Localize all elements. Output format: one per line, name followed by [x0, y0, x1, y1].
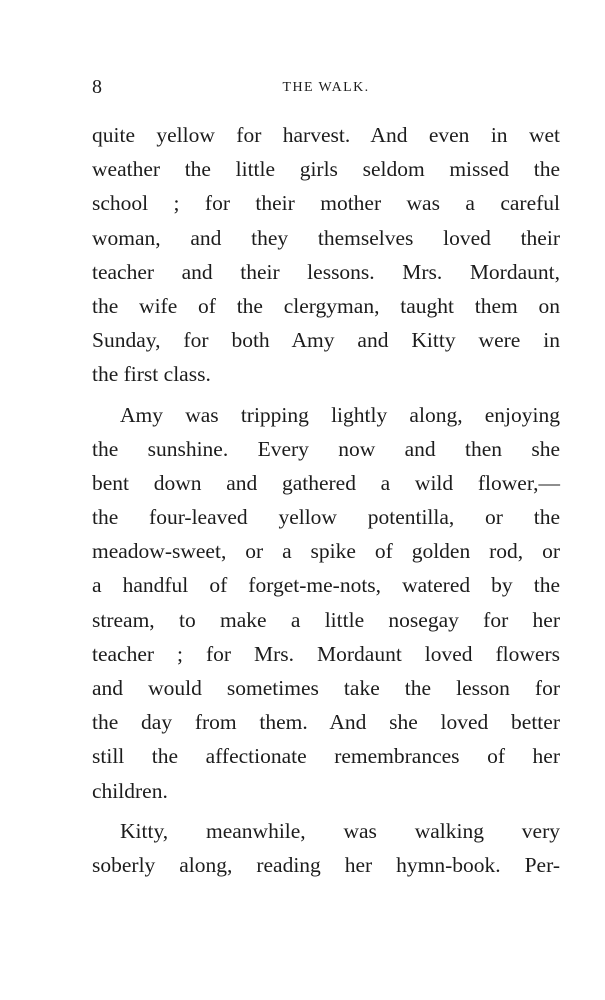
text-line: children. [92, 778, 168, 803]
text-line: still the affectionate remembrances of her [92, 744, 560, 769]
text-line: Sunday, for both Amy and Kitty were in [92, 328, 560, 353]
text-line: teacher ; for Mrs. Mordaunt loved flowers [92, 641, 560, 666]
text-line: meadow-sweet, or a spike of golden rod, or [92, 539, 560, 564]
text-line: and would sometimes take the lesson for [92, 676, 560, 700]
text-line: the sunshine. Every now and then she [92, 436, 560, 461]
paragraph [92, 118, 560, 392]
paragraph [92, 814, 560, 882]
text-line: the wife of the clergyman, taught them on [92, 293, 560, 318]
text-line: teacher and their lessons. Mrs. Mordaunt, [92, 259, 560, 284]
body-text [92, 118, 560, 882]
paragraph [92, 398, 560, 808]
text-line: school ; for their mother was a careful [92, 191, 560, 216]
text-line: a handful of forget-me-nots, watered by the [92, 573, 560, 598]
page-number: 8 [92, 76, 102, 98]
text-line: stream, to make a little nosegay for her [92, 607, 560, 632]
text-line: woman, and they themselves loved their [92, 225, 560, 250]
text-line: soberly along, reading her hymn-book. Per- [92, 852, 560, 877]
text-line: Kitty, meanwhile, was walking very [120, 818, 560, 843]
text-line: the day from them. And she loved better [92, 710, 560, 735]
text-line: the four-leaved yellow potentilla, or the [92, 505, 560, 530]
page-header [92, 76, 560, 98]
text-line: bent down and gathered a wild flower,— [92, 470, 560, 495]
text-line: Amy was tripping lightly along, enjoying [120, 402, 560, 427]
text-line: weather the little girls seldom missed the [92, 157, 560, 182]
text-line: quite yellow for harvest. And even in wet [92, 123, 560, 147]
running-head: THE WALK. [282, 80, 370, 95]
text-line: the first class. [92, 362, 211, 387]
